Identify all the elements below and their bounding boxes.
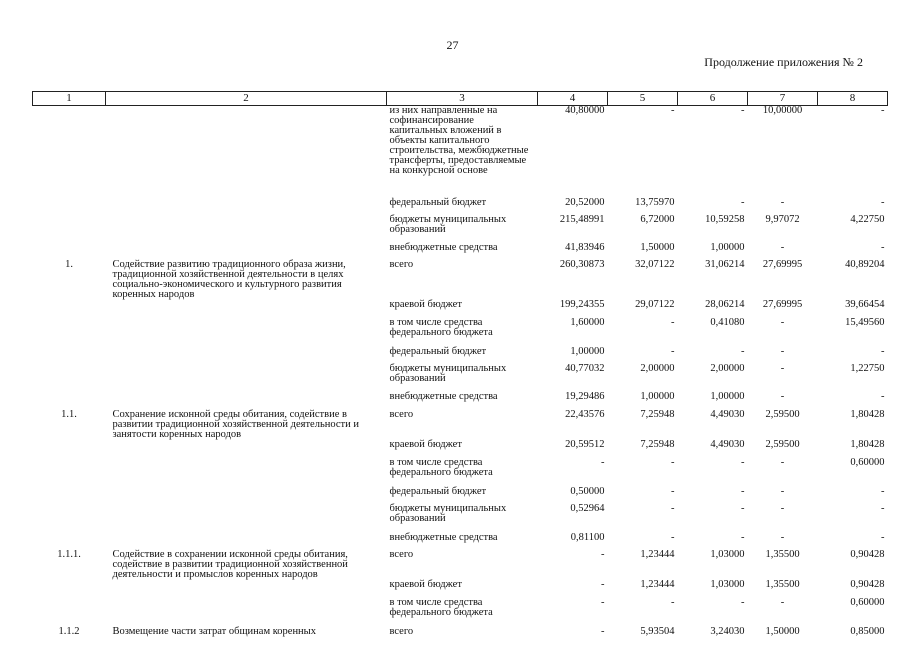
item-number bbox=[33, 198, 106, 215]
item-name bbox=[106, 580, 387, 598]
value-col5: 32,07122 bbox=[635, 258, 675, 270]
value-col5: 1,23444 bbox=[640, 548, 675, 560]
value-col4: 40,80000 bbox=[565, 105, 605, 116]
item-name: Содействие в сохранении исконной среды обитания, содействие в развитии традиционной хозяйственной деятельности и промыслов коренных народов bbox=[112, 548, 348, 580]
funding-source: федеральный бюджет bbox=[389, 345, 487, 357]
column-header-1: 1 bbox=[33, 92, 106, 106]
funding-source: внебюджетные средства bbox=[389, 390, 498, 402]
funding-source: всего bbox=[389, 258, 414, 270]
funding-source: федеральный бюджет bbox=[389, 196, 487, 208]
value-col6: - bbox=[741, 531, 745, 543]
value-col8: 0,90428 bbox=[850, 548, 885, 560]
table-row bbox=[33, 598, 888, 627]
value-col5: - bbox=[671, 485, 675, 497]
column-header-4: 4 bbox=[538, 92, 608, 106]
item-name bbox=[106, 392, 387, 410]
value-col7: 2,59500 bbox=[765, 408, 800, 420]
item-number bbox=[33, 487, 106, 504]
table-row bbox=[33, 533, 888, 550]
value-col5: 7,25948 bbox=[640, 408, 675, 420]
value-col4: 0,81100 bbox=[570, 531, 605, 543]
value-col6: 1,00000 bbox=[710, 390, 745, 402]
value-col5: 13,75970 bbox=[635, 196, 675, 208]
funding-source: внебюджетные средства bbox=[389, 531, 498, 543]
item-number bbox=[33, 392, 106, 410]
value-col8: 1,22750 bbox=[850, 362, 885, 374]
value-col6: 4,49030 bbox=[710, 408, 745, 420]
value-col8: 1,80428 bbox=[850, 408, 885, 420]
item-number: 1.1.2 bbox=[58, 625, 80, 637]
value-col8: - bbox=[881, 241, 885, 253]
value-col8: - bbox=[881, 345, 885, 357]
item-name bbox=[106, 504, 387, 533]
item-number bbox=[33, 533, 106, 550]
item-name bbox=[106, 198, 387, 215]
item-number bbox=[33, 580, 106, 598]
value-col5: 6,72000 bbox=[640, 213, 675, 225]
item-name bbox=[106, 533, 387, 550]
table-row bbox=[33, 458, 888, 487]
funding-source: в том числе средства федерального бюджета bbox=[389, 596, 493, 618]
value-col8: - bbox=[881, 485, 885, 497]
value-col4: 20,52000 bbox=[565, 196, 605, 208]
value-col4: - bbox=[601, 456, 605, 468]
item-number bbox=[33, 215, 106, 243]
value-col8: 0,90428 bbox=[850, 578, 885, 590]
value-col5: 1,00000 bbox=[640, 390, 675, 402]
column-header-8: 8 bbox=[818, 92, 888, 106]
value-col7: - bbox=[780, 502, 785, 514]
value-col6: - bbox=[741, 596, 745, 608]
value-col4: 0,52964 bbox=[570, 502, 605, 514]
funding-source: краевой бюджет bbox=[389, 578, 462, 590]
column-header-3: 3 bbox=[387, 92, 538, 106]
value-col5: 7,25948 bbox=[640, 438, 675, 450]
column-header-6: 6 bbox=[678, 92, 748, 106]
table-row bbox=[33, 550, 888, 580]
value-col4: 19,29486 bbox=[565, 390, 605, 402]
value-col7: 1,35500 bbox=[765, 578, 800, 590]
value-col5: 1,50000 bbox=[640, 241, 675, 253]
item-name bbox=[106, 318, 387, 347]
value-col4: 1,00000 bbox=[570, 345, 605, 357]
value-col8: - bbox=[881, 196, 885, 208]
value-col7: - bbox=[780, 390, 785, 402]
value-col4: 20,59512 bbox=[565, 438, 605, 450]
item-name bbox=[106, 300, 387, 318]
item-number bbox=[33, 347, 106, 364]
item-name bbox=[106, 458, 387, 487]
value-col8: 1,80428 bbox=[850, 438, 885, 450]
value-col6: - bbox=[741, 502, 745, 514]
table-header-row bbox=[33, 92, 888, 106]
value-col7: - bbox=[780, 241, 785, 253]
value-col4: - bbox=[601, 548, 605, 560]
value-col8: 40,89204 bbox=[845, 258, 885, 270]
item-name: Сохранение исконной среды обитания, содействие в развитии традиционной хозяйственной деятельности и занятости коренных народов bbox=[112, 408, 359, 440]
value-col5: - bbox=[671, 596, 675, 608]
value-col4: 0,50000 bbox=[570, 485, 605, 497]
value-col5: 1,23444 bbox=[640, 578, 675, 590]
value-col6: 0,41080 bbox=[710, 316, 745, 328]
value-col4: 215,48991 bbox=[559, 213, 605, 225]
item-number: 1.1. bbox=[61, 408, 77, 420]
item-number bbox=[33, 364, 106, 392]
value-col8: 0,85000 bbox=[850, 625, 885, 637]
item-name bbox=[106, 215, 387, 243]
funding-source: федеральный бюджет bbox=[389, 485, 487, 497]
funding-source: всего bbox=[389, 548, 414, 560]
value-col7: 1,35500 bbox=[765, 548, 800, 560]
funding-source: краевой бюджет bbox=[389, 298, 462, 310]
value-col6: 3,24030 bbox=[710, 625, 745, 637]
value-col8: - bbox=[881, 105, 885, 116]
value-col7: - bbox=[780, 485, 785, 497]
value-col8: 39,66454 bbox=[845, 298, 885, 310]
value-col5: - bbox=[671, 531, 675, 543]
value-col6: 2,00000 bbox=[710, 362, 745, 374]
table-body bbox=[33, 106, 888, 647]
value-col6: 1,03000 bbox=[710, 548, 745, 560]
value-col7: - bbox=[780, 531, 785, 543]
table-row bbox=[33, 364, 888, 392]
value-col5: 5,93504 bbox=[640, 625, 675, 637]
table-row bbox=[33, 410, 888, 440]
item-name bbox=[106, 243, 387, 260]
item-name bbox=[106, 598, 387, 627]
value-col8: - bbox=[881, 502, 885, 514]
table-row bbox=[33, 487, 888, 504]
funding-source: бюджеты муниципальных образований bbox=[389, 502, 507, 524]
column-header-7: 7 bbox=[748, 92, 818, 106]
funding-source: бюджеты муниципальных образований bbox=[389, 362, 507, 384]
value-col7: - bbox=[780, 316, 785, 328]
funding-source: из них направленные на софинансирование капитальных вложений в объекты капитального строительства, межбюджетные трансферты, предоставляемые на конкурсной основе bbox=[389, 105, 529, 176]
item-number bbox=[33, 458, 106, 487]
item-name bbox=[106, 487, 387, 504]
item-name bbox=[106, 364, 387, 392]
value-col4: 199,24355 bbox=[559, 298, 605, 310]
table-row bbox=[33, 106, 888, 198]
item-name bbox=[106, 440, 387, 458]
value-col4: 22,43576 bbox=[565, 408, 605, 420]
continuation-label: Продолжение приложения № 2 bbox=[704, 55, 863, 69]
value-col8: 15,49560 bbox=[845, 316, 885, 328]
value-col8: - bbox=[881, 390, 885, 402]
table-row bbox=[33, 347, 888, 364]
value-col4: 40,77032 bbox=[565, 362, 605, 374]
table-row bbox=[33, 243, 888, 260]
table-row bbox=[33, 392, 888, 410]
table-row bbox=[33, 300, 888, 318]
value-col8: 0,60000 bbox=[850, 596, 885, 608]
value-col8: 4,22750 bbox=[850, 213, 885, 225]
value-col7: - bbox=[780, 345, 785, 357]
funding-source: всего bbox=[389, 625, 414, 637]
column-header-5: 5 bbox=[608, 92, 678, 106]
value-col5: - bbox=[671, 456, 675, 468]
item-number bbox=[33, 243, 106, 260]
budget-table bbox=[32, 91, 888, 647]
value-col7: 27,69995 bbox=[762, 258, 803, 270]
item-name bbox=[106, 106, 387, 198]
table-row bbox=[33, 215, 888, 243]
value-col7: - bbox=[780, 362, 785, 374]
value-col6: - bbox=[741, 105, 745, 116]
value-col6: 1,03000 bbox=[710, 578, 745, 590]
value-col4: 260,30873 bbox=[559, 258, 605, 270]
table-row bbox=[33, 260, 888, 300]
value-col5: - bbox=[671, 316, 675, 328]
value-col7: 9,97072 bbox=[765, 213, 800, 225]
item-number bbox=[33, 106, 106, 198]
value-col4: 1,60000 bbox=[570, 316, 605, 328]
table-row bbox=[33, 504, 888, 533]
value-col5: - bbox=[671, 345, 675, 357]
value-col4: 41,83946 bbox=[565, 241, 605, 253]
value-col5: - bbox=[671, 105, 675, 116]
item-number bbox=[33, 504, 106, 533]
item-number bbox=[33, 598, 106, 627]
funding-source: краевой бюджет bbox=[389, 438, 462, 450]
item-number: 1. bbox=[65, 258, 73, 270]
value-col5: 29,07122 bbox=[635, 298, 675, 310]
item-name: Содействие развитию традиционного образа жизни, традиционной хозяйственной деятельности в целях социально-экономического и культурного развития коренных народов bbox=[112, 258, 346, 300]
funding-source: бюджеты муниципальных образований bbox=[389, 213, 507, 235]
value-col7: 27,69995 bbox=[762, 298, 803, 310]
value-col7: 1,50000 bbox=[765, 625, 800, 637]
value-col8: - bbox=[881, 531, 885, 543]
value-col6: 28,06214 bbox=[705, 298, 745, 310]
item-number bbox=[33, 300, 106, 318]
funding-source: в том числе средства федерального бюджета bbox=[389, 456, 493, 478]
table-row bbox=[33, 580, 888, 598]
value-col7: - bbox=[780, 196, 785, 208]
item-number bbox=[33, 440, 106, 458]
value-col6: 31,06214 bbox=[705, 258, 745, 270]
value-col6: - bbox=[741, 196, 745, 208]
value-col5: - bbox=[671, 502, 675, 514]
table-row bbox=[33, 627, 888, 647]
value-col6: 1,00000 bbox=[710, 241, 745, 253]
value-col6: - bbox=[741, 345, 745, 357]
funding-source: в том числе средства федерального бюджета bbox=[389, 316, 493, 338]
value-col6: 4,49030 bbox=[710, 438, 745, 450]
value-col6: 10,59258 bbox=[705, 213, 745, 225]
page-number: 27 bbox=[446, 38, 459, 52]
table-row bbox=[33, 318, 888, 347]
table-row bbox=[33, 440, 888, 458]
value-col6: - bbox=[741, 485, 745, 497]
item-name bbox=[106, 347, 387, 364]
item-number bbox=[33, 318, 106, 347]
value-col7: - bbox=[780, 456, 785, 468]
funding-source: внебюджетные средства bbox=[389, 241, 498, 253]
value-col4: - bbox=[601, 625, 605, 637]
item-number: 1.1.1. bbox=[57, 548, 81, 560]
value-col7: - bbox=[780, 596, 785, 608]
funding-source: всего bbox=[389, 408, 414, 420]
value-col4: - bbox=[601, 578, 605, 590]
value-col7: 2,59500 bbox=[765, 438, 800, 450]
item-name: Возмещение части затрат общинам коренных bbox=[112, 625, 316, 637]
value-col8: 0,60000 bbox=[850, 456, 885, 468]
table-row bbox=[33, 198, 888, 215]
value-col6: - bbox=[741, 456, 745, 468]
value-col4: - bbox=[601, 596, 605, 608]
value-col5: 2,00000 bbox=[640, 362, 675, 374]
column-header-2: 2 bbox=[106, 92, 387, 106]
value-col7: 10,00000 bbox=[762, 105, 803, 116]
